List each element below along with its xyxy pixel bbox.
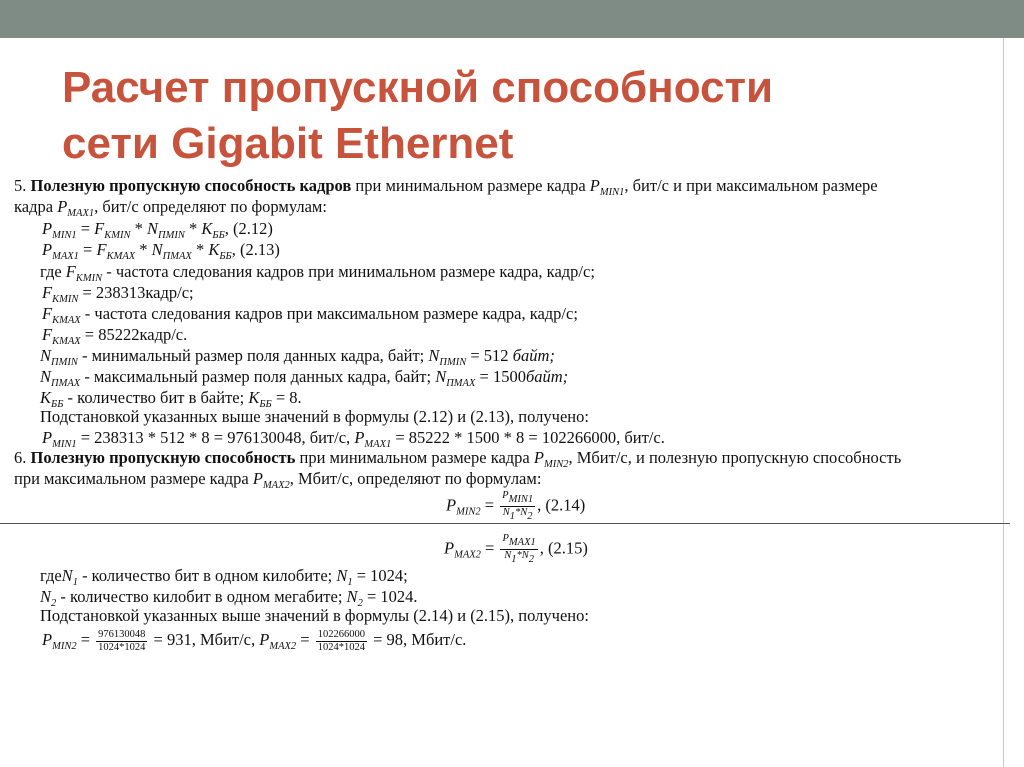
doc-line-8: $F_{KMAX}$ = 85222кадр/с. (42, 325, 188, 347)
formula-2-15: $P_{MAX2}$ = $\frac{\text{PMAX1}}{N1*N2}$ , (2.15) (444, 533, 588, 565)
horizontal-divider (0, 523, 1010, 524)
doc-line-13: $P_{MIN1} = 238313 * 512 * 8 = 976130048$, бит/с, $P_{MAX1} = 85222 * 1500 * 8 = 102266000$, бит/с. (42, 428, 665, 450)
doc-line-6: $F_{KMIN}$ = 238313кадр/с; (42, 283, 194, 305)
slide-right-border (1003, 38, 1004, 767)
doc-line-16: гдеN$_1$ - количество бит в одном килобите; $N_1 = 1024$; (40, 566, 408, 588)
formula-2-13: $P_{MAX1} = F_{KMAX} * N_{ПMAX} * K_{ББ}$, (2.13) (42, 240, 280, 262)
doc-line-7: $F_{KMAX}$ - частота следования кадров при максимальном размере кадра, кадр/с; (42, 304, 578, 326)
doc-line-2: кадра $P_{MAX1}$, бит/с определяют по формулам: (14, 197, 327, 219)
doc-line-14: 6. Полезную пропускную способность при минимальном размере кадра $P_{MIN2}$, Мбит/с, и полезную пропускную способность (14, 448, 902, 470)
formula-2-12: $P_{MIN1} = F_{KMIN} * N_{ПMIN} * K_{ББ}$, (2.12) (42, 219, 273, 241)
fraction-2-15: $\frac{\text{PMAX1}}{N1*N2}$ (502, 533, 536, 565)
fraction-pmax2: $\frac{102266000}{1024*1024}$ (317, 628, 365, 653)
doc-line-18: Подстановкой указанных выше значений в формулы (2.14) и (2.15), получено: (40, 606, 589, 625)
doc-line-15: при максимальном размере кадра $P_{MAX2}$, Мбит/с, определяют по формулам: (14, 469, 542, 491)
formula-2-14: $P_{MIN2}$ = $\frac{\text{PMIN1}}{N1*N2}$ , (2.14) (446, 490, 586, 522)
slide-title (62, 60, 962, 172)
slide-top-bar (0, 0, 1024, 38)
doc-line-11: $K_{ББ}$ - количество бит в байте; $K_{ББ} = 8$. (40, 388, 302, 410)
doc-line-10: $N_{ПMAX}$ - максимальный размер поля данных кадра, байт; $N_{ПMAX}$ = 1500байт; (40, 367, 569, 389)
fraction-pmin2: $\frac{976130048}{1024*1024}$ (98, 628, 146, 653)
doc-line-19: $P_{MIN2}$ = $\frac{976130048}{1024*1024}$ = 931, Мбит/с, $P_{MAX2}$ = $\frac{102266000}{1024*1024}$ = 98, Мбит/с. (42, 628, 467, 653)
slide-title-line-2: сети Gigabit Ethernet (62, 119, 514, 168)
slide-title-line-1: Расчет пропускной способности (62, 63, 774, 112)
doc-line-1: 5. Полезную пропускную способность кадров при минимальном размере кадра $P_{MIN1}$, бит/с и при максимальном размере (14, 176, 878, 198)
doc-line-12: Подстановкой указанных выше значений в формулы (2.12) и (2.13), получено: (40, 407, 589, 426)
doc-line-9: $N_{ПMIN}$ - минимальный размер поля данных кадра, байт; $N_{ПMIN} = 512$ байт; (40, 346, 555, 368)
fraction-2-14: $\frac{\text{PMIN1}}{N1*N2}$ (502, 490, 534, 522)
doc-line-17: $N_2$ - количество килобит в одном мегабите; $N_2 = 1024$. (40, 587, 418, 609)
doc-line-5: где $F_{KMIN}$ - частота следования кадров при минимальном размере кадра, кадр/с; (40, 262, 595, 284)
